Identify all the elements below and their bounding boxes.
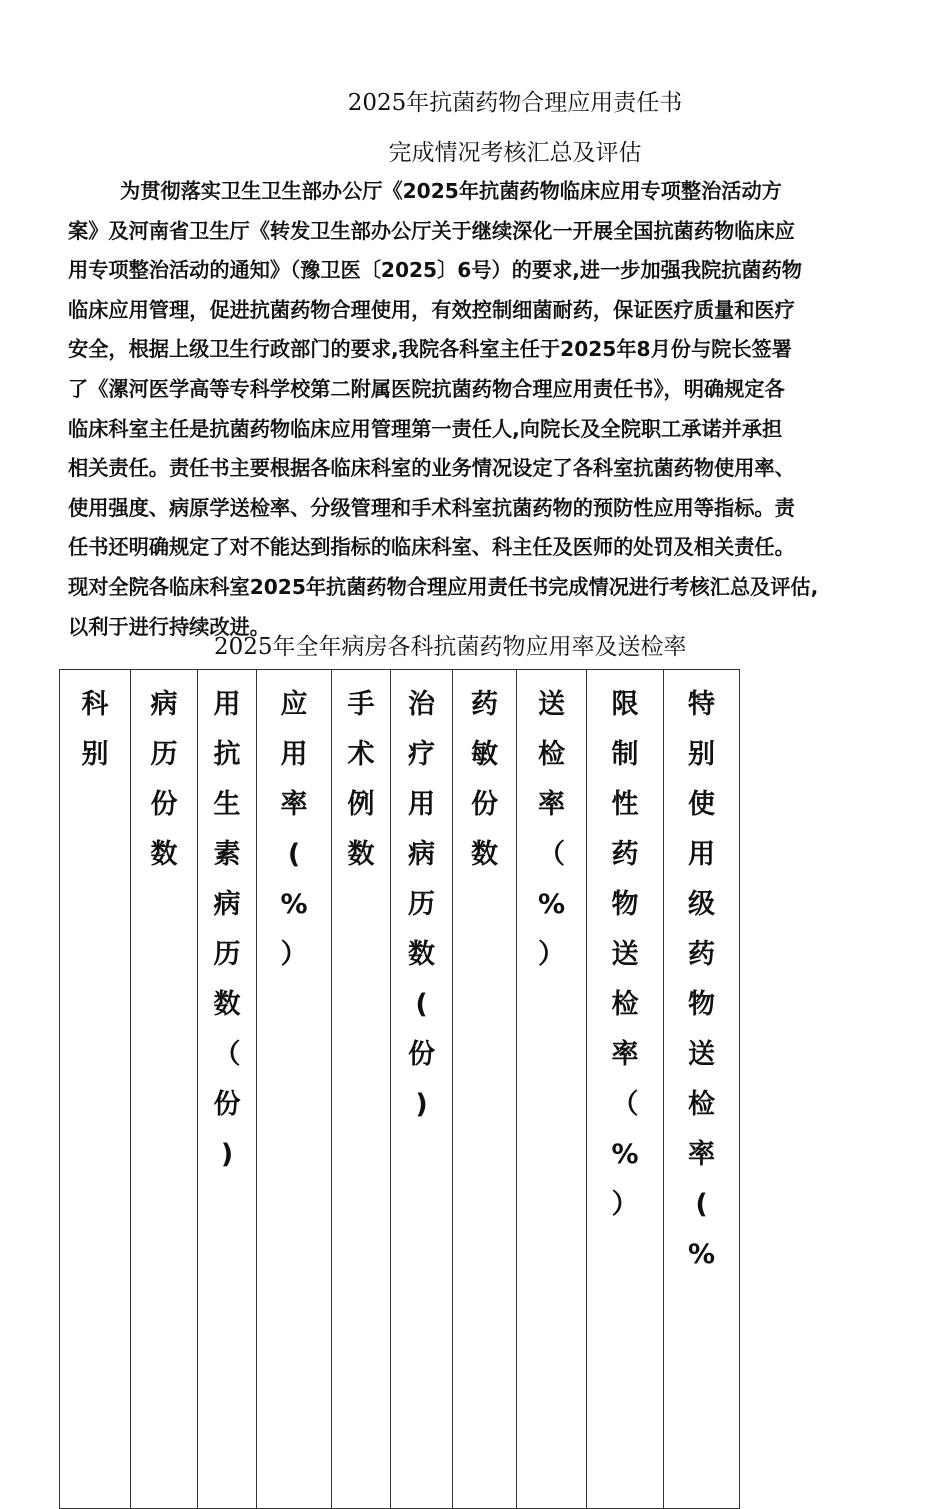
header-cell-restricted-submission-rate <box>587 670 664 1509</box>
header-cell-submission-rate <box>517 670 587 1509</box>
header-label: 科别 <box>81 689 109 770</box>
header-label: 应用率(%） <box>280 689 308 970</box>
header-label: 特别使用级药物送检率(% <box>687 689 716 1270</box>
header-cell-special-submission-rate <box>664 670 740 1509</box>
header-cell-usage-rate <box>257 670 332 1509</box>
header-cell-record-count <box>131 670 198 1509</box>
intro-paragraph <box>68 172 884 647</box>
header-label: 限制性药物送检率（%） <box>611 689 639 1220</box>
paragraph-line: 相关责任。责任书主要根据各临床科室的业务情况设定了各科室抗菌药物使用率、 <box>68 456 795 481</box>
header-cell-surgery-count <box>332 670 391 1509</box>
paragraph-line: 安全，根据上级卫生行政部门的要求,我院各科室主任于2025年8月份与院长签署 <box>68 337 792 362</box>
header-cell-treatment-records <box>391 670 453 1509</box>
header-label: 送检率（%） <box>537 689 566 970</box>
paragraph-line: 为贯彻落实卫生卫生部办公厅《2025年抗菌药物临床应用专项整治活动方 <box>120 179 782 203</box>
document-subtitle: 完成情况考核汇总及评估 <box>388 140 642 166</box>
paragraph-line: 使用强度、病原学送检率、分级管理和手术科室抗菌药物的预防性应用等指标。责 <box>68 495 795 520</box>
header-label: 用抗生素病历数（份) <box>213 689 241 1170</box>
header-cell-department <box>60 670 131 1509</box>
paragraph-line: 临床科室主任是抗菌药物临床应用管理第一责任人,向院长及全院职工承诺并承担 <box>68 416 783 441</box>
department-stats-table <box>59 669 740 1509</box>
paragraph-line: 用专项整治活动的通知》（豫卫医〔2025〕6号）的要求,进一步加强我院抗菌药物 <box>68 258 802 283</box>
header-cell-antibiotic-records <box>198 670 257 1509</box>
header-label: 治疗用病历数(份) <box>408 689 435 1120</box>
document-title: 2025年抗菌药物合理应用责任书 <box>347 90 683 116</box>
paragraph-line: 现对全院各临床科室2025年抗菌药物合理应用责任书完成情况进行考核汇总及评估, <box>68 574 819 599</box>
header-label: 病历份数 <box>150 689 178 870</box>
paragraph-line: 案》及河南省卫生厅《转发卫生部办公厅关于继续深化一开展全国抗菌药物临床应 <box>68 218 795 243</box>
table-caption: 2025年全年病房各科抗菌药物应用率及送检率 <box>214 634 687 660</box>
paragraph-line: 临床应用管理，促进抗菌药物合理使用，有效控制细菌耐药，保证医疗质量和医疗 <box>68 297 795 322</box>
paragraph-line: 了《漯河医学高等专科学校第二附属医院抗菌药物合理应用责任书》，明确规定各 <box>68 376 785 401</box>
paragraph-line: 任书还明确规定了对不能达到指标的临床科室、科主任及医师的处罚及相关责任。 <box>68 535 795 560</box>
header-cell-susceptibility-count <box>453 670 517 1509</box>
header-label: 药敏份数 <box>471 689 498 870</box>
paragraph-line: 以利于进行持续改进。 <box>68 614 270 639</box>
table-header-row <box>60 670 740 1509</box>
header-label: 手术例数 <box>347 689 375 870</box>
